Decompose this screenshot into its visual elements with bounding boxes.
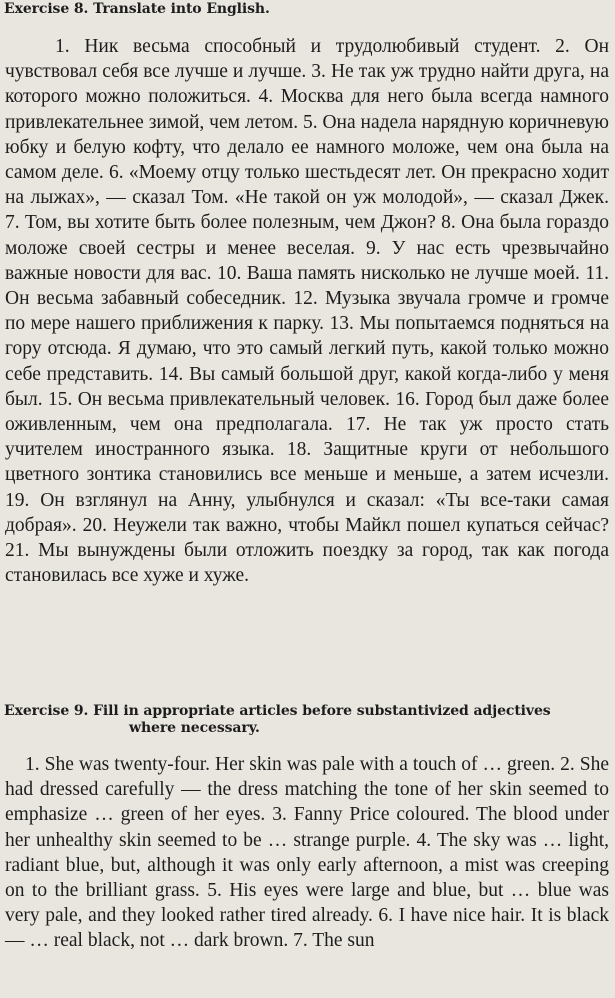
exercise-9-heading-line-1: Exercise 9. Fill in appropriate articles before substantivized adjectives	[4, 703, 551, 719]
exercise-9-heading	[4, 703, 609, 737]
exercise-8-heading: Exercise 8. Translate into English.	[4, 1, 270, 17]
exercise-8-text: 1. Ник весьма способный и трудолюбивый студент. 2. Он чувствовал себя все лучше и лучше. 3. Не так уж трудно найти друга, на которого можно положиться. 4. Москва для него была всегда намного привлекательнее зимой, чем летом. 5. Она надела нарядную коричневую юбку и белую кофту, что делало ее намного моложе, чем она была на самом деле. 6. «Моему отцу только шестьдесят лет. Он прекрасно ходит на лыжах», — сказал Том. «Не такой он уж молодой», — сказал Джек. 7. Том, вы хотите быть более полезным, чем Джон? 8. Она была гораздо моложе своей сестры и менее веселая. 9. У нас есть чрезвычайно важные новости для вас. 10. Ваша память нисколько не лучше моей. 11. Он весьма забавный собеседник. 12. Музыка звучала громче и громче по мере нашего приближения к парку. 13. Мы попытаемся подняться на гору отсюда. Я думаю, что это самый легкий путь, какой только можно себе представить. 14. Вы самый большой друг, какой когда-либо у меня был. 15. Он весьма привлекательный человек. 16. Город был даже более оживленным, чем она предполагала. 17. Не так уж просто стать учителем иностранного языка. 18. Защитные круги от небольшого цветного зонтика становились все меньше и меньше, а затем исчезли. 19. Он взглянул на Анну, улыбнулся и сказал: «Ты все-таки самая добрая». 20. Неужели так важно, чтобы Майкл пошел купаться сейчас? 21. Мы вынуждены были отложить поездку за город, так как погода становилась все хуже и хуже.	[5, 36, 609, 587]
exercise-9-text: 1. She was twenty-four. Her skin was pale with a touch of … green. 2. She had dressed carefully — the dress matching the tone of her skin seemed to emphasize … green of her eyes. 3. Fanny Price coloured. The blood under her unhealthy skin seemed to be … strange purple. 4. The sky was … light, radiant blue, but, although it was only early afternoon, a mist was creeping on to the brilliant grass. 5. His eyes were large and blue, but … blue was very pale, and they looked rather tired already. 6. I have nice hair. It is black — … real black, not … dark brown. 7. The sun	[5, 754, 609, 952]
exercise-9-heading-line-2: where necessary.	[129, 720, 260, 736]
